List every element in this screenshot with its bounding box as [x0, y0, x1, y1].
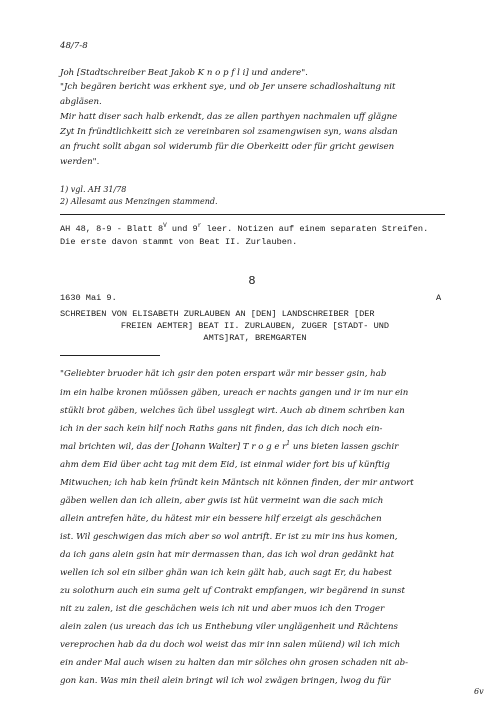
note-line	[60, 224, 428, 236]
body-line: gäben wellen dan ich allein, aber gwis ist hüt vermeint wan die sach mich	[60, 496, 384, 506]
body-line	[60, 441, 398, 455]
footnote: 1) vgl. AH 31/78	[60, 185, 127, 194]
body-line: ein ander Mal auch wisen zu halten dan mir sölches ohn grosen schaden nit ab-	[60, 658, 408, 668]
note-text: AH 48, 8-9 - Blatt 8	[60, 224, 164, 234]
footnote: 2) Allesamt aus Menzingen stammend.	[60, 197, 218, 206]
body-line: nit zu zalen, ist die geschächen weis ich nit und aber muos ich den Troger	[60, 604, 385, 614]
body-line: wellen ich sol ein silber ghän wan ich kein gält hab, auch sagt Er, du habest	[60, 568, 392, 578]
note-text: leer. Notizen auf einem separaten Streifen.	[201, 224, 429, 234]
excerpt-line: an frucht sollt abgan sol widerumb für die Oberkeitt oder für gricht gewisen	[60, 142, 395, 152]
title-line: FREIEN AEMTER] BEAT II. ZURLAUBEN, ZUGER [STADT- UND	[120, 321, 390, 331]
excerpt-line: Mir hatt diser sach halb erkendt, das ze allen parthyen nachmalen uff glägne	[60, 112, 398, 122]
excerpt-line: werden".	[60, 157, 100, 167]
superscript: V	[163, 222, 167, 230]
body-line: ich in der sach kein hilf noch Raths gans nit finden, das ich dich noch ein-	[60, 424, 383, 434]
body-line: allein antrefen häte, du hätest mir ein bessere hilf erzeigt als geschächen	[60, 514, 382, 524]
excerpt-line: Zyt In fründtlichkeitt sich ze vereinbaren sol zsamengwisen syn, wans alsdan	[60, 127, 398, 137]
footnote-mark: 1	[286, 440, 291, 448]
body-line: stükli brot gäben, welches üch übel ussglegt wirt. Auch ab dinem schriben kan	[60, 406, 405, 416]
title-line: AMTS]RAT, BREMGARTEN	[203, 333, 307, 343]
entry-number: 8	[248, 274, 256, 288]
body-line: ahm dem Eid über acht tag mit dem Eid, ist einmal wider fort bis uf künftig	[60, 460, 390, 470]
body-text: mal brichten wil, das der [Johann Walter] T r o g e r	[60, 442, 287, 452]
body-line: gon kan. Was min theil alein bringt wil ich wol zwägen bringen, lwog du für	[60, 676, 391, 686]
entry-letter: A	[436, 293, 442, 303]
entry-date: 1630 Mai 9.	[60, 293, 117, 303]
separator-rule	[60, 214, 445, 215]
body-line: Mitwuchen; ich hab kein fründt kein Mäntsch nit können finden, der mir antwort	[60, 478, 414, 488]
body-line: zu solothurn auch ein suma gelt uf Contrakt empfangen, wir begärend in sunst	[60, 586, 405, 596]
body-line: alein zalen (us ureach das ich us Enthebung viler unglägenheit und Rächtens	[60, 622, 398, 632]
page-reference: 48/7-8	[60, 41, 88, 51]
superscript: r	[197, 222, 202, 230]
excerpt-line: "Jch begären bericht was erkhent sye, und ob Jer unsere schadloshaltung nit	[60, 82, 396, 92]
excerpt-line: abgläsen.	[60, 97, 102, 107]
body-line: ist. Wil geschwigen das mich aber so wol antrift. Er ist zu mir ins hus komen,	[60, 532, 398, 542]
body-line: da ich gans alein gsin hat mir dermassen than, das ich wol dran gedänkt hat	[60, 550, 395, 560]
excerpt-line: Joh [Stadtschreiber Beat Jakob K n o p f l i] und andere".	[60, 68, 308, 78]
body-line: vereprochen hab da du doch wol weist das mir inn salen müiend) wil ich mich	[60, 640, 401, 650]
body-line: im ein halbe kronen müössen gäben, ureach er nachts gangen und ir im nur ein	[60, 388, 409, 398]
body-text: uns bieten lassen gschir	[290, 442, 399, 452]
short-rule	[60, 355, 160, 356]
title-line: SCHREIBEN VON ELISABETH ZURLAUBEN AN [DEN] LANDSCHREIBER [DER	[60, 309, 375, 319]
corner-mark: 6v	[474, 687, 484, 696]
note-line: Die erste davon stammt von Beat II. Zurlauben.	[60, 237, 298, 247]
note-text: und 9	[166, 224, 198, 234]
body-line: "Geliebter bruoder hät ich gsir den poten erspart wär mir besser gsin, hab	[60, 369, 387, 379]
